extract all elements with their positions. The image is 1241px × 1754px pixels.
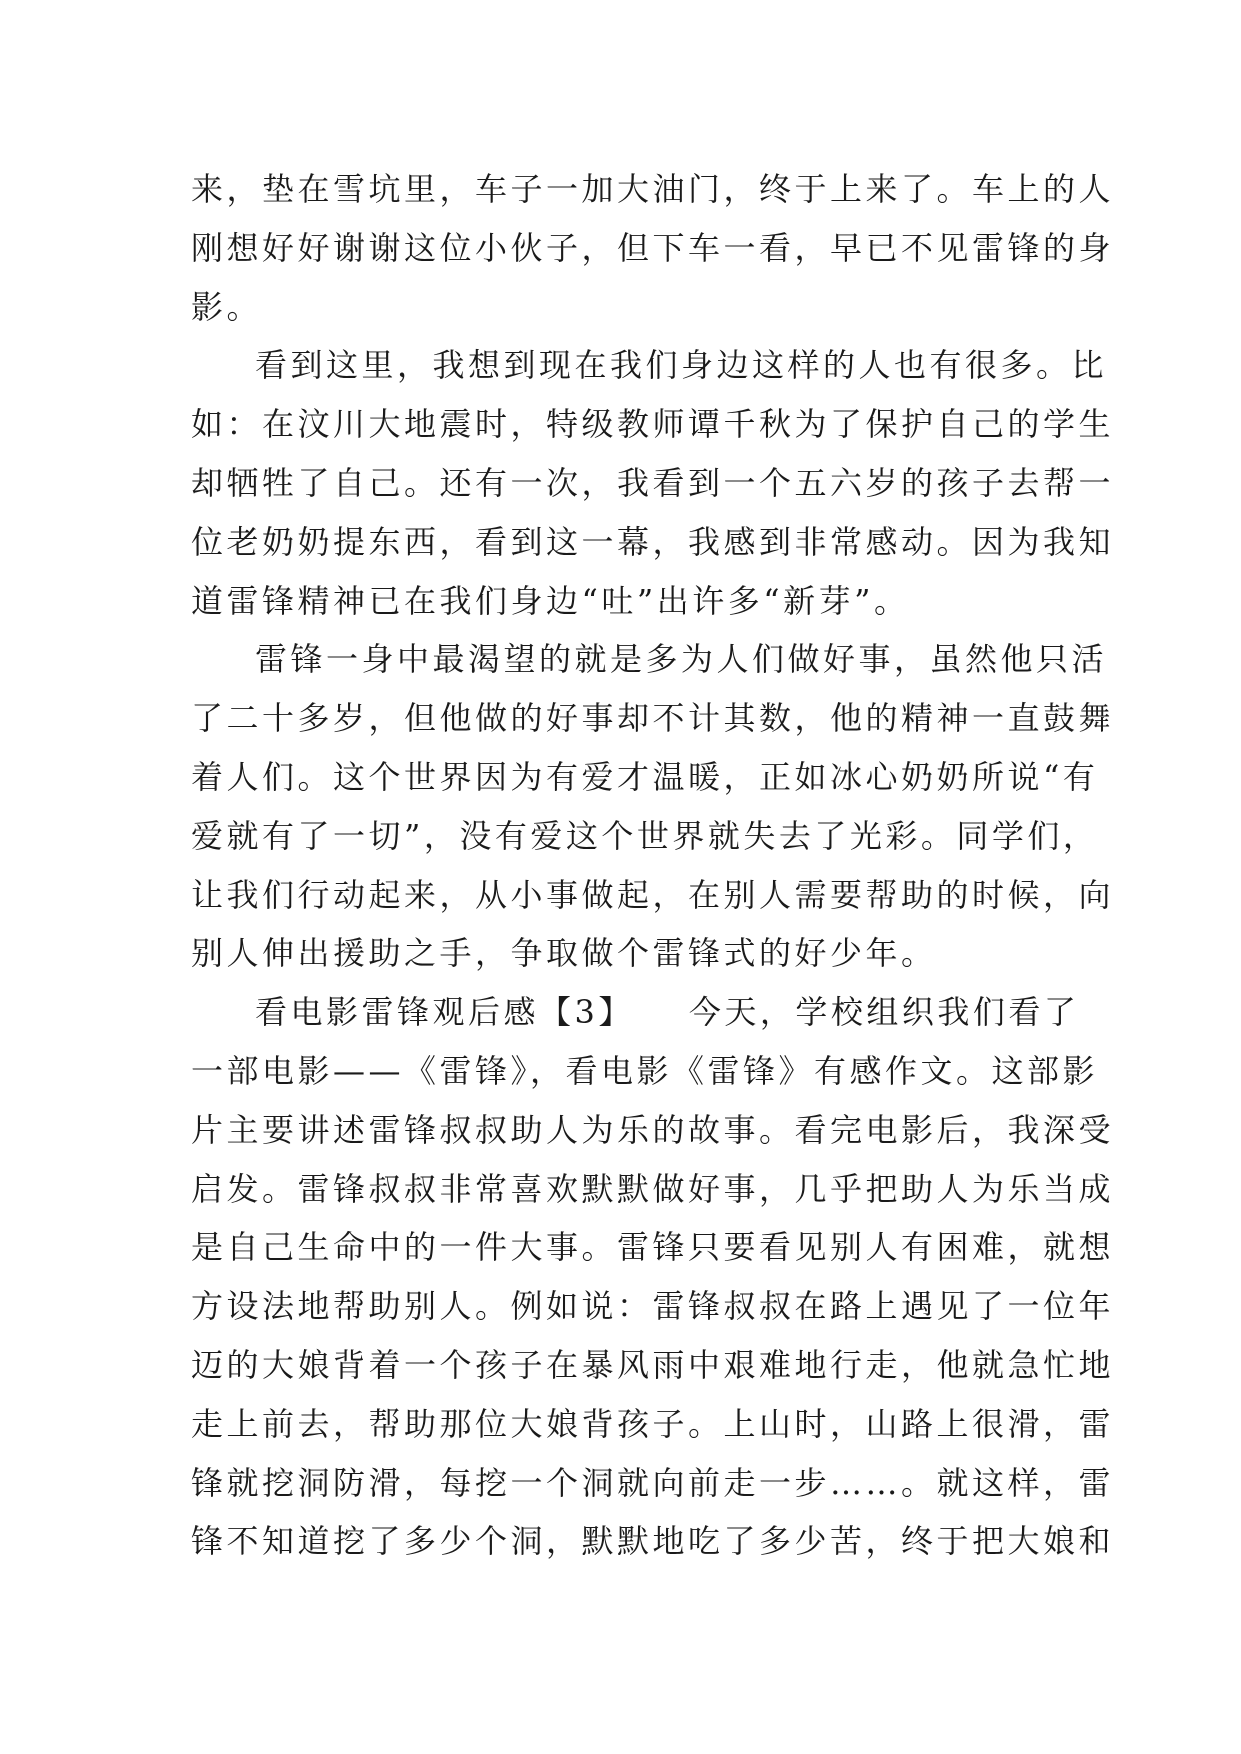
- paragraph-first-line: 雷锋一身中最渴望的就是多为人们做好事，虽然他只活: [255, 640, 1108, 679]
- text-line: 一部电影——《雷锋》，看电影《雷锋》有感作文。这部影: [191, 1051, 1099, 1090]
- text-line: 迈的大娘背着一个孩子在暴风雨中艰难地行走，他就急忙地: [191, 1345, 1115, 1384]
- section-heading-line: 看电影雷锋观后感【3】 今天，学校组织我们看了: [255, 993, 1080, 1032]
- text-line: 走上前去，帮助那位大娘背孩子。上山时，山路上很滑，雷: [191, 1404, 1115, 1443]
- text-line: 让我们行动起来，从小事做起，在别人需要帮助的时候，向: [191, 875, 1115, 914]
- text-line: 着人们。这个世界因为有爱才温暖，正如冰心奶奶所说“有: [191, 757, 1099, 796]
- body-text: [191, 160, 1115, 1571]
- text-line: 锋就挖洞防滑，每挖一个洞就向前走一步……。就这样，雷: [191, 1463, 1115, 1502]
- text-line: 锋不知道挖了多少个洞，默默地吃了多少苦，终于把大娘和: [191, 1522, 1115, 1561]
- paragraph-first-line: 看到这里，我想到现在我们身边这样的人也有很多。比: [255, 346, 1108, 385]
- text-line: 爱就有了一切”，没有爱这个世界就失去了光彩。同学们，: [191, 816, 1099, 855]
- text-line: 启发。雷锋叔叔非常喜欢默默做好事，几乎把助人为乐当成: [191, 1169, 1115, 1208]
- text-line: 刚想好好谢谢这位小伙子，但下车一看，早已不见雷锋的身: [191, 228, 1115, 267]
- text-line: 影。: [191, 287, 263, 326]
- text-line: 道雷锋精神已在我们身边“吐”出许多“新芽”。: [191, 581, 910, 620]
- text-line: 片主要讲述雷锋叔叔助人为乐的故事。看完电影后，我深受: [191, 1110, 1115, 1149]
- text-line: 来，垫在雪坑里，车子一加大油门，终于上来了。车上的人: [191, 170, 1115, 208]
- text-line: 如：在汶川大地震时，特级教师谭千秋为了保护自己的学生: [191, 405, 1115, 444]
- text-line: 了二十多岁，但他做的好事却不计其数，他的精神一直鼓舞: [191, 699, 1115, 738]
- text-line: 却牺牲了自己。还有一次，我看到一个五六岁的孩子去帮一: [191, 463, 1115, 502]
- text-line: 是自己生命中的一件大事。雷锋只要看见别人有困难，就想: [191, 1228, 1115, 1267]
- text-line: 方设法地帮助别人。例如说：雷锋叔叔在路上遇见了一位年: [191, 1287, 1115, 1326]
- text-line: 别人伸出援助之手，争取做个雷锋式的好少年。: [191, 934, 937, 973]
- text-line: 位老奶奶提东西，看到这一幕，我感到非常感动。因为我知: [191, 522, 1115, 561]
